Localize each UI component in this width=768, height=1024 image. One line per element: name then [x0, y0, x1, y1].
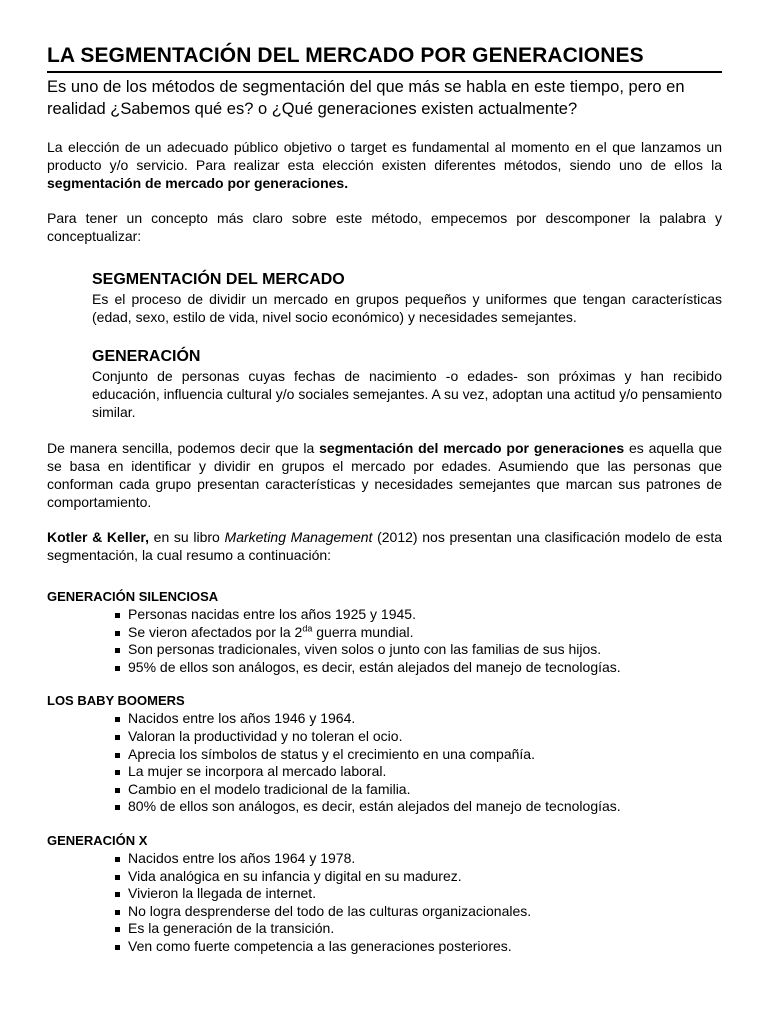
- definition-heading: GENERACIÓN: [92, 348, 201, 365]
- list-item: No logra desprenderse del todo de las culturas organizacionales.: [114, 903, 722, 921]
- bullet-list: [47, 710, 722, 816]
- summary-bold: segmentación del mercado por generaciones: [319, 440, 625, 456]
- summary-post: es aquella que se basa en identificar y dividir en grupos el mercado por edades. Asumiendo que las personas que conforman cada grupo presentan características y necesidades semejantes que marcan sus patrones de comportamiento.: [47, 440, 722, 510]
- definition-generacion: [92, 347, 722, 421]
- list-item-pre: Se vieron afectados por la 2: [128, 623, 303, 640]
- kotler-book: Marketing Management: [224, 529, 373, 545]
- section-silenciosa: [47, 588, 722, 676]
- list-item: Valoran la productividad y no toleran el ocio.: [114, 728, 722, 746]
- list-item: La mujer se incorpora al mercado laboral.: [114, 763, 722, 781]
- list-item: Personas nacidas entre los años 1925 y 1945.: [114, 606, 722, 624]
- intro-bold: segmentación de mercado por generaciones.: [47, 175, 349, 191]
- concept-paragraph: Para tener un concepto más claro sobre este método, empecemos por descomponer la palabra y conceptualizar:: [47, 210, 722, 244]
- kotler-authors: Kotler & Keller,: [47, 529, 149, 545]
- document-page: [47, 42, 722, 956]
- subtitle: Es uno de los métodos de segmentación del que más se habla en este tiempo, pero en realidad ¿Sabemos qué es? o ¿Qué generaciones existen actualmente?: [47, 78, 685, 118]
- list-item-post: guerra mundial.: [312, 623, 414, 640]
- bullet-list: [47, 606, 722, 676]
- section-genx: [47, 832, 722, 956]
- section-heading: LOS BABY BOOMERS: [47, 693, 185, 709]
- intro-text: La elección de un adecuado público objetivo o target es fundamental al momento en el que lanzamos un producto y/o servicio. Para realizar esta elección existen diferentes métodos, siendo uno de ellos la: [47, 139, 722, 173]
- list-item: Nacidos entre los años 1964 y 1978.: [114, 850, 722, 868]
- title-rule: [47, 71, 722, 73]
- list-item: [114, 624, 722, 642]
- list-item: Ven como fuerte competencia a las generaciones posteriores.: [114, 938, 722, 956]
- intro-paragraph: [47, 138, 722, 192]
- definition-segmentacion: [92, 270, 722, 326]
- definition-text: Conjunto de personas cuyas fechas de nacimiento -o edades- son próximas y han recibido educación, influencia cultural y/o sociales semejantes. A su vez, adoptan una actitud y/o pensamiento similar.: [92, 368, 722, 420]
- summary-pre: De manera sencilla, podemos decir que la: [47, 440, 320, 456]
- list-item: Cambio en el modelo tradicional de la familia.: [114, 781, 722, 799]
- list-item: 80% de ellos son análogos, es decir, están alejados del manejo de tecnologías.: [114, 798, 722, 816]
- section-boomers: [47, 692, 722, 816]
- definition-heading: SEGMENTACIÓN DEL MERCADO: [92, 271, 345, 288]
- kotler-post: (2012) nos presentan una clasificación modelo de esta segmentación, la cual resumo a continuación:: [47, 529, 722, 563]
- summary-paragraph: [47, 439, 722, 511]
- page-title: LA SEGMENTACIÓN DEL MERCADO POR GENERACIONES: [47, 44, 644, 67]
- kotler-mid: en su libro: [148, 529, 225, 545]
- list-item: Es la generación de la transición.: [114, 920, 722, 938]
- definition-text: Es el proceso de dividir un mercado en grupos pequeños y uniformes que tengan características (edad, sexo, estilo de vida, nivel socio económico) y necesidades semejantes.: [92, 291, 722, 325]
- list-item: Son personas tradicionales, viven solos o junto con las familias de sus hijos.: [114, 641, 722, 659]
- superscript: da: [302, 622, 313, 633]
- list-item: Nacidos entre los años 1946 y 1964.: [114, 710, 722, 728]
- list-item: Vivieron la llegada de internet.: [114, 885, 722, 903]
- list-item: Vida analógica en su infancia y digital en su madurez.: [114, 868, 722, 886]
- section-heading: GENERACIÓN X: [47, 832, 148, 848]
- list-item: Aprecia los símbolos de status y el crecimiento en una compañía.: [114, 746, 722, 764]
- bullet-list: [47, 850, 722, 956]
- list-item: 95% de ellos son análogos, es decir, están alejados del manejo de tecnologías.: [114, 659, 722, 677]
- kotler-paragraph: [47, 528, 722, 564]
- section-heading: GENERACIÓN SILENCIOSA: [47, 589, 219, 604]
